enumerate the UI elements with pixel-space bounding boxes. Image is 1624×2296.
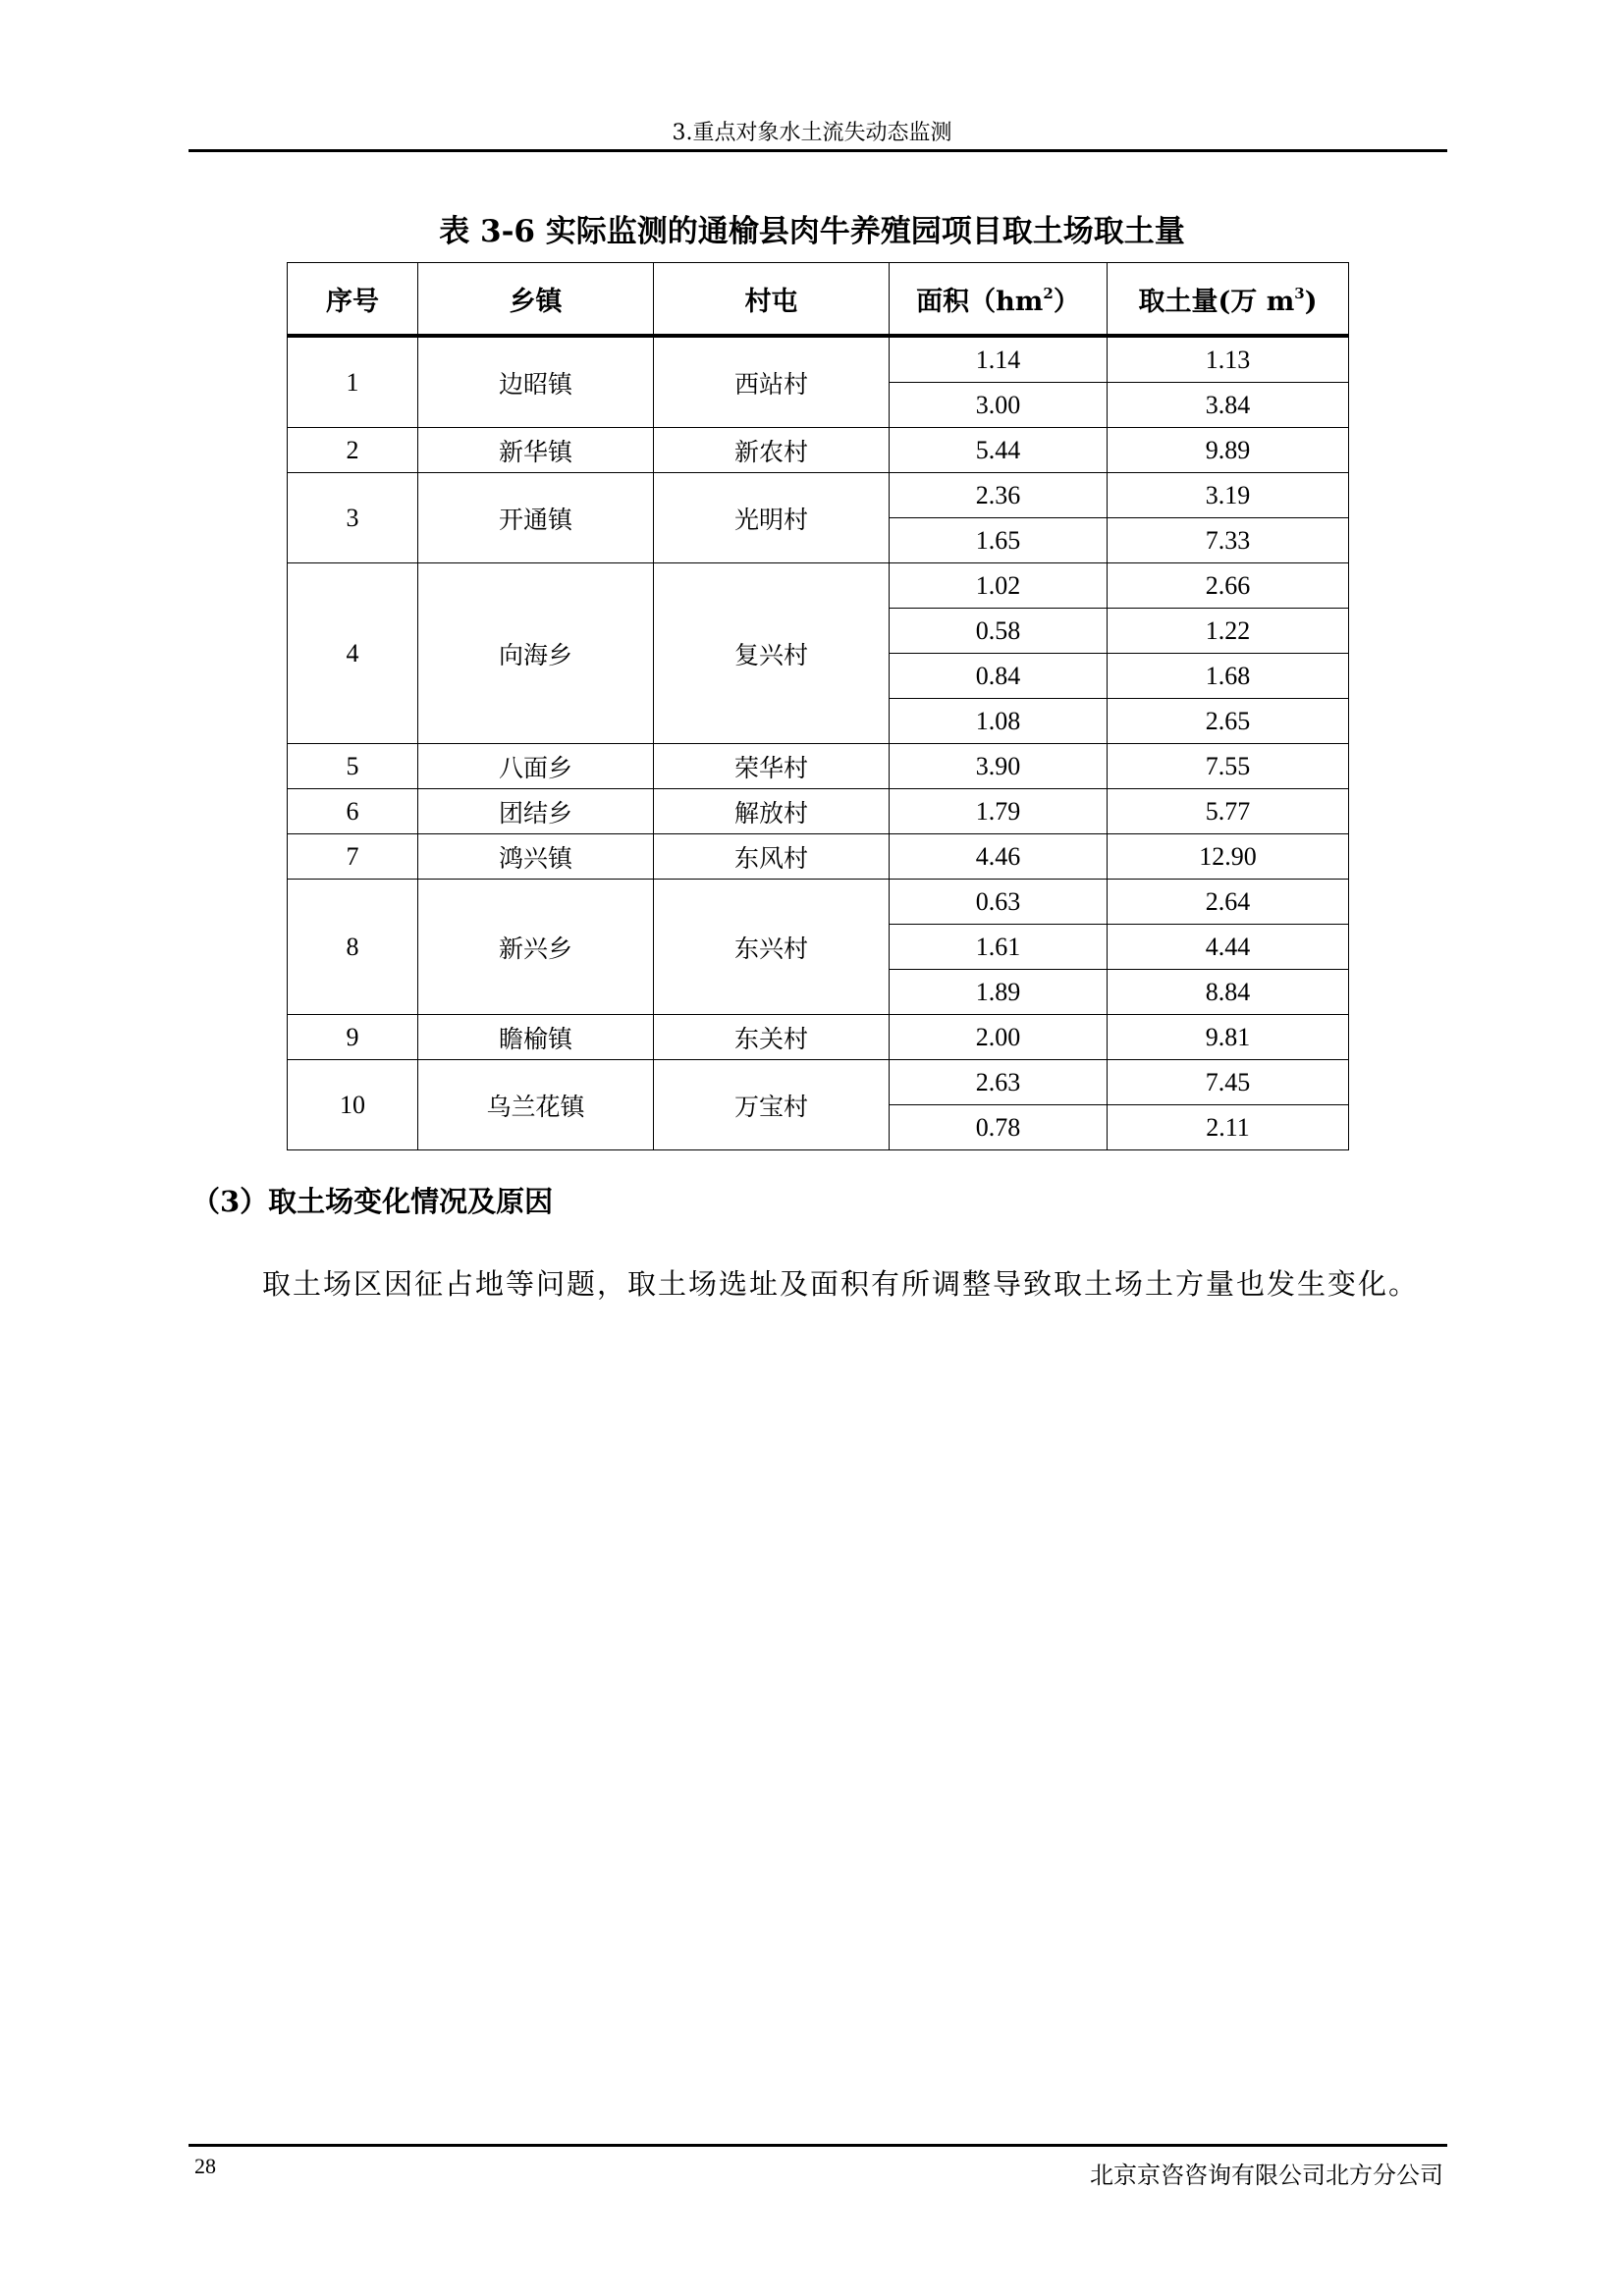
table-body — [288, 336, 1349, 1150]
cell-seq: 1 — [288, 336, 418, 428]
cell-volume: 3.84 — [1108, 383, 1349, 428]
cell-seq: 10 — [288, 1060, 418, 1150]
table-header-row — [288, 263, 1349, 337]
running-header: 3.重点对象水土流失动态监测 — [672, 121, 952, 145]
cell-area: 3.00 — [890, 383, 1108, 428]
cell-town: 开通镇 — [418, 473, 654, 563]
cell-area: 3.90 — [890, 744, 1108, 789]
table-row — [288, 473, 1349, 518]
table-row — [288, 336, 1349, 383]
header-area: 面积$(hm^2)$ — [890, 263, 1108, 337]
cell-seq: 6 — [288, 789, 418, 834]
cell-area: 1.14 — [890, 336, 1108, 383]
cell-village: 解放村 — [654, 789, 890, 834]
table-row — [288, 834, 1349, 880]
cell-town: 团结乡 — [418, 789, 654, 834]
cell-area: 2.63 — [890, 1060, 1108, 1105]
cell-volume: 2.11 — [1108, 1105, 1349, 1150]
cell-volume: 2.66 — [1108, 563, 1349, 609]
cell-seq: 8 — [288, 880, 418, 1015]
cell-village: 西站村 — [654, 336, 890, 428]
cell-village: 东兴村 — [654, 880, 890, 1015]
page-number: 28 — [194, 2154, 216, 2178]
cell-volume: 8.84 — [1108, 970, 1349, 1015]
cell-volume: 5.77 — [1108, 789, 1349, 834]
cell-village: 万宝村 — [654, 1060, 890, 1150]
cell-seq: 4 — [288, 563, 418, 744]
cell-seq: 2 — [288, 428, 418, 473]
cell-village: 复兴村 — [654, 563, 890, 744]
cell-seq: 7 — [288, 834, 418, 880]
cell-village: 荣华村 — [654, 744, 890, 789]
cell-volume: 7.45 — [1108, 1060, 1349, 1105]
cell-town: 八面乡 — [418, 744, 654, 789]
cell-volume: 2.64 — [1108, 880, 1349, 925]
table-row — [288, 1060, 1349, 1105]
cell-area: 4.46 — [890, 834, 1108, 880]
header-rule — [189, 149, 1447, 152]
cell-seq: 9 — [288, 1015, 418, 1060]
cell-area: 1.08 — [890, 699, 1108, 744]
cell-volume: 12.90 — [1108, 834, 1349, 880]
cell-town: 新兴乡 — [418, 880, 654, 1015]
cell-volume: 1.68 — [1108, 654, 1349, 699]
cell-area: 0.63 — [890, 880, 1108, 925]
table-row — [288, 428, 1349, 473]
cell-village: 东关村 — [654, 1015, 890, 1060]
header-seq: 序号 — [288, 263, 418, 337]
cell-area: 2.36 — [890, 473, 1108, 518]
cell-area: 5.44 — [890, 428, 1108, 473]
cell-volume: 9.89 — [1108, 428, 1349, 473]
cell-volume: 3.19 — [1108, 473, 1349, 518]
cell-town: 瞻榆镇 — [418, 1015, 654, 1060]
cell-volume: 1.13 — [1108, 336, 1349, 383]
cell-area: 1.02 — [890, 563, 1108, 609]
cell-area: 2.00 — [890, 1015, 1108, 1060]
excavation-table — [287, 262, 1349, 1150]
cell-area: 0.78 — [890, 1105, 1108, 1150]
cell-area: 1.61 — [890, 925, 1108, 970]
header-volume: 取土量(万 $m^3$) — [1108, 263, 1349, 337]
cell-volume: 1.22 — [1108, 609, 1349, 654]
cell-town: 边昭镇 — [418, 336, 654, 428]
cell-village: 光明村 — [654, 473, 890, 563]
cell-town: 鸿兴镇 — [418, 834, 654, 880]
cell-town: 新华镇 — [418, 428, 654, 473]
cell-area: 1.89 — [890, 970, 1108, 1015]
cell-volume: 9.81 — [1108, 1015, 1349, 1060]
cell-volume: 4.44 — [1108, 925, 1349, 970]
cell-seq: 3 — [288, 473, 418, 563]
table-caption: 表 3-6 实际监测的通榆县肉牛养殖园项目取土场取土量 — [439, 214, 1185, 249]
cell-town: 乌兰花镇 — [418, 1060, 654, 1150]
cell-village: 新农村 — [654, 428, 890, 473]
footer-company: 北京京咨咨询有限公司北方分公司 — [1090, 2162, 1443, 2189]
cell-area: 0.84 — [890, 654, 1108, 699]
header-town: 乡镇 — [418, 263, 654, 337]
table-row — [288, 880, 1349, 925]
body-paragraph: 取土场区因征占地等问题，取土场选址及面积有所调整导致取土场土方量也发生变化。 — [262, 1267, 1420, 1301]
cell-area: 0.58 — [890, 609, 1108, 654]
cell-area: 1.65 — [890, 518, 1108, 563]
cell-village: 东风村 — [654, 834, 890, 880]
cell-area: 1.79 — [890, 789, 1108, 834]
table-row — [288, 1015, 1349, 1060]
header-village: 村屯 — [654, 263, 890, 337]
section-heading: （3）取土场变化情况及原因 — [191, 1185, 554, 1218]
table-row — [288, 789, 1349, 834]
footer-rule — [189, 2144, 1447, 2147]
cell-seq: 5 — [288, 744, 418, 789]
table-row — [288, 563, 1349, 609]
cell-volume: 7.55 — [1108, 744, 1349, 789]
cell-volume: 7.33 — [1108, 518, 1349, 563]
cell-town: 向海乡 — [418, 563, 654, 744]
cell-volume: 2.65 — [1108, 699, 1349, 744]
table-row — [288, 744, 1349, 789]
